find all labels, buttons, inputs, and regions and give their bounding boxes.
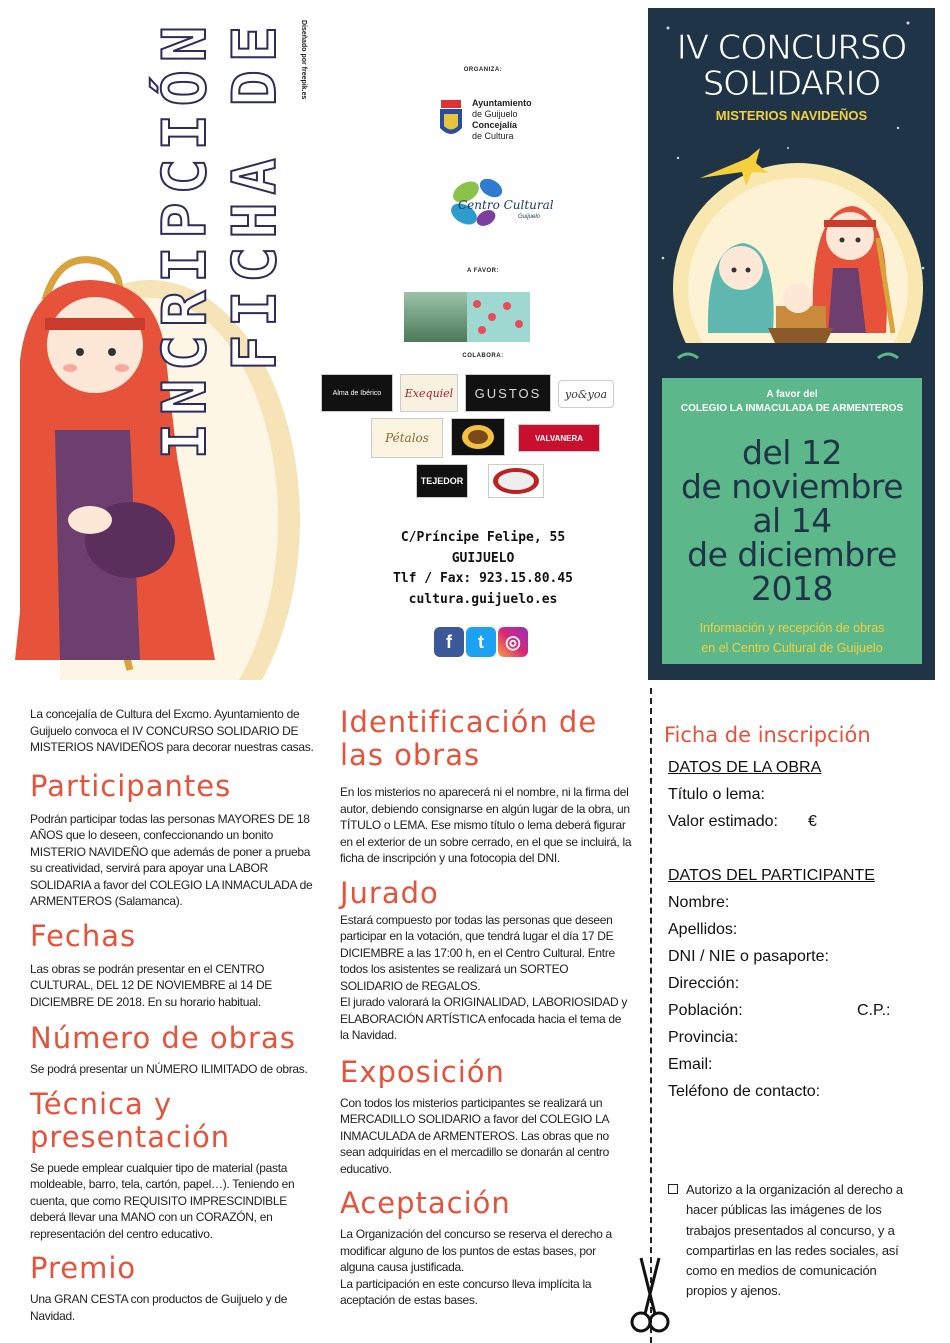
info-line-2: en el Centro Cultural de Guijuelo (701, 641, 883, 655)
aceptacion-text-2: La participación en este concurso lleva implícita la aceptación de estas bases. (340, 1276, 592, 1307)
exposicion-text: Con todos los misterios participantes se realizará un MERCADILLO SOLIDARIO a favor del COLEGIO LA INMACULADA de ARMENTEROS. Las obras que no sean adquiridas en el mercadillo se donarán al centro educativo. (340, 1095, 609, 1176)
cover-title-line-2: SOLIDARIO (702, 64, 881, 104)
address-web[interactable]: cultura.guijuelo.es (408, 591, 558, 607)
scissors-icon (627, 1256, 673, 1336)
participantes-heading: Participantes (30, 768, 232, 803)
email-field[interactable]: Email: (668, 1056, 713, 1073)
consent-text: Autorizo a la organización al derecho a hacer públicas las imágenes de los trabajos presentados al concurso, y a compartirlas en las redes sociales, así como en medios de comunicación propios y ajenos. (686, 1182, 903, 1299)
left-panel (0, 0, 318, 680)
intro-text: La concejalía de Cultura del Excmo. Ayuntamiento de Guijuelo convoca el IV CONCURSO SOLIDARIO DE MISTERIOS NAVIDEÑOS para decorar nuestras casas. (30, 707, 314, 754)
jurado-text: Estará compuesto por todas las personas que deseen participar en la votación, que tendrá lugar el día 17 DE DICIEMBRE a las 17:00 h, en el Centro Cultural. Entre todos los asistentes se realizará un SORTEO SOLIDARIO de REGALOS. (340, 912, 615, 993)
address-town: GUIJUELO (451, 550, 515, 566)
poblacion-field[interactable] (668, 997, 934, 1024)
provincia-field[interactable]: Provincia: (668, 1029, 739, 1046)
colabora-label: COLABORA: (462, 353, 504, 359)
fechas-heading: Fechas (30, 918, 137, 953)
cp-label[interactable]: C.P.: (857, 1002, 891, 1019)
rules-column-2 (340, 706, 632, 1309)
info-text (662, 618, 922, 658)
tecnica-heading: Técnica y presentación (30, 1086, 231, 1154)
jurado-heading: Jurado (340, 875, 439, 910)
organiza-label: ORGANIZA: (463, 67, 503, 73)
favor-title (662, 388, 922, 416)
numero-heading: Número de obras (30, 1021, 296, 1055)
obra-section-heading: DATOS DE LA OBRA (668, 759, 822, 776)
cover-title-line-1: IV CONCURSO (676, 28, 907, 68)
valor-label: Valor estimado: (668, 813, 778, 830)
emblem-icon (458, 422, 498, 452)
fechas-text: Las obras se podrán presentar en el CENTRO CULTURAL, DEL 12 DE NOVIEMBRE al 14 DE DICIEMBRE DE 2018. En su horario habitual. (30, 961, 273, 1009)
favor-line-2: COLEGIO LA INMACULADA DE ARMENTEROS (680, 403, 904, 414)
cover-panel (648, 8, 935, 680)
oval-logo-icon (491, 466, 541, 496)
sponsor-oval (488, 464, 544, 498)
date-line-1: del 12 (742, 433, 842, 472)
nombre-field[interactable]: Nombre: (668, 894, 730, 911)
ayuntamiento-block (438, 98, 532, 142)
info-line-1: Información y recepción de obras (699, 621, 885, 635)
premio-text: Una GRAN CESTA con productos de Guijuelo y de Navidad. (30, 1292, 288, 1323)
date-line-4: de diciembre (687, 535, 897, 574)
title-line-1: FICHA DE (220, 18, 290, 371)
tecnica-text: Se puede emplear cualquier tipo de material (pasta moldeable, barro, tela, cartón, papel…). Teniendo en cuenta, que como REQUISITO IMPRESCINDIBLE deberá llevar una MANO con un CORAZÓN, en representación del centro educativo. (30, 1160, 295, 1241)
social-links (434, 627, 528, 657)
sponsor-gustos: GUSTOS (465, 374, 551, 412)
apellidos-field[interactable]: Apellidos: (668, 921, 738, 938)
nativity-illustration (648, 128, 935, 378)
registration-form (664, 720, 934, 1105)
school-photo (404, 292, 530, 342)
centro-cultural-sub: Guijuelo (518, 214, 541, 220)
designed-by: Diseñado por freepik.es (300, 20, 307, 100)
title-line-2: INCRIPCIÓN (150, 18, 220, 460)
coat-of-arms-icon (438, 100, 464, 140)
instagram-icon[interactable]: ◎ (498, 627, 528, 657)
poblacion-label: Población: (668, 1002, 743, 1019)
participantes-text: Podrán participar todas las personas MAYORES DE 18 AÑOS que lo deseen, confeccionando un bonito MISTERIO NAVIDEÑO que además de poner a prueba su creatividad, servirá para apoyar una LABOR SOLIDARIA a favor del COLEGIO LA INMACULADA de ARMENTEROS (Salamanca). (30, 811, 313, 908)
cut-line (650, 688, 652, 1343)
address-phone: Tlf / Fax: 923.15.80.45 (392, 571, 573, 586)
participante-section-heading: DATOS DEL PARTICIPANTE (668, 867, 875, 884)
jurado-text-2: El jurado valorará la ORIGINALIDAD, LABORIOSIDAD y ELABORACIÓN ARTÍSTICA enfocada hacia el tema de la Navidad. (340, 995, 628, 1042)
dates-text (662, 433, 922, 608)
dni-field[interactable]: DNI / NIE o pasaporte: (668, 948, 829, 965)
favor-line-1: A favor del (766, 389, 818, 400)
middle-panel (318, 0, 648, 680)
sponsor-petalos: Pétalos (371, 418, 443, 458)
valor-field[interactable] (668, 808, 934, 835)
aceptacion-heading: Aceptación (340, 1186, 511, 1220)
identificacion-heading: Identificación de las obras (340, 705, 598, 772)
date-line-3: al 14 (752, 501, 832, 540)
aceptacion-text: La Organización del concurso se reserva el derecho a modificar alguno de los puntos de estas bases, por alguna causa justificada. (340, 1227, 612, 1274)
cover-title (648, 30, 935, 102)
sponsor-emblem (451, 418, 505, 456)
numero-text: Se podrá presentar un NÚMERO ILIMITADO de obras. (30, 1062, 308, 1076)
consent-block (668, 1180, 918, 1302)
facebook-icon[interactable]: f (434, 627, 464, 657)
form-title: Ficha de inscripción (664, 723, 871, 747)
sponsor-yoyoa: yo&yoa (558, 380, 614, 408)
ayuntamiento-text (472, 98, 532, 142)
exposicion-heading: Exposición (340, 1054, 505, 1089)
sponsor-tejedor: TEJEDOR (416, 464, 468, 498)
address-street: C/Príncipe Felipe, 55 (400, 530, 566, 545)
afavor-label: A FAVOR: (467, 268, 499, 274)
consent-checkbox[interactable] (668, 1184, 678, 1194)
address-block (318, 528, 648, 610)
euro-sign: € (808, 813, 817, 830)
sponsor-alma-iberico: Alma de Ibérico (321, 374, 393, 412)
date-line-2: de noviembre (680, 467, 904, 506)
twitter-icon[interactable]: t (466, 627, 496, 657)
cover-subtitle: MISTERIOS NAVIDEÑOS (715, 108, 868, 123)
ayto-line-1: Ayuntamiento (472, 98, 532, 108)
ayto-line-3: Concejalía (472, 120, 518, 130)
ayto-line-4: de Cultura (472, 131, 514, 141)
identificacion-text: En los misterios no aparecerá ni el nombre, ni la firma del autor, debiendo consignarse en algún lugar de la obra, un TÍTULO o LEMA. Ese mismo título o lema deberá figurar en el exterior de un sobre cerrado, en el que se incluirá, la ficha de inscripción y una fotocopia del DNI. (340, 785, 632, 865)
sponsor-valvanera: VALVANERA (518, 424, 600, 452)
date-line-5: 2018 (751, 569, 833, 608)
sponsor-exequiel: Exequiel (400, 374, 458, 412)
ayto-line-2: de Guijuelo (472, 109, 518, 119)
direccion-field[interactable]: Dirección: (668, 975, 740, 992)
premio-heading: Premio (30, 1251, 137, 1285)
titulo-field[interactable]: Título o lema: (668, 786, 765, 803)
rules-column-1 (30, 706, 322, 1324)
dates-box (662, 378, 922, 664)
vertical-title (150, 18, 300, 460)
centro-cultural-text: Centro Cultural (458, 198, 554, 212)
telefono-field[interactable]: Teléfono de contacto: (668, 1083, 821, 1100)
